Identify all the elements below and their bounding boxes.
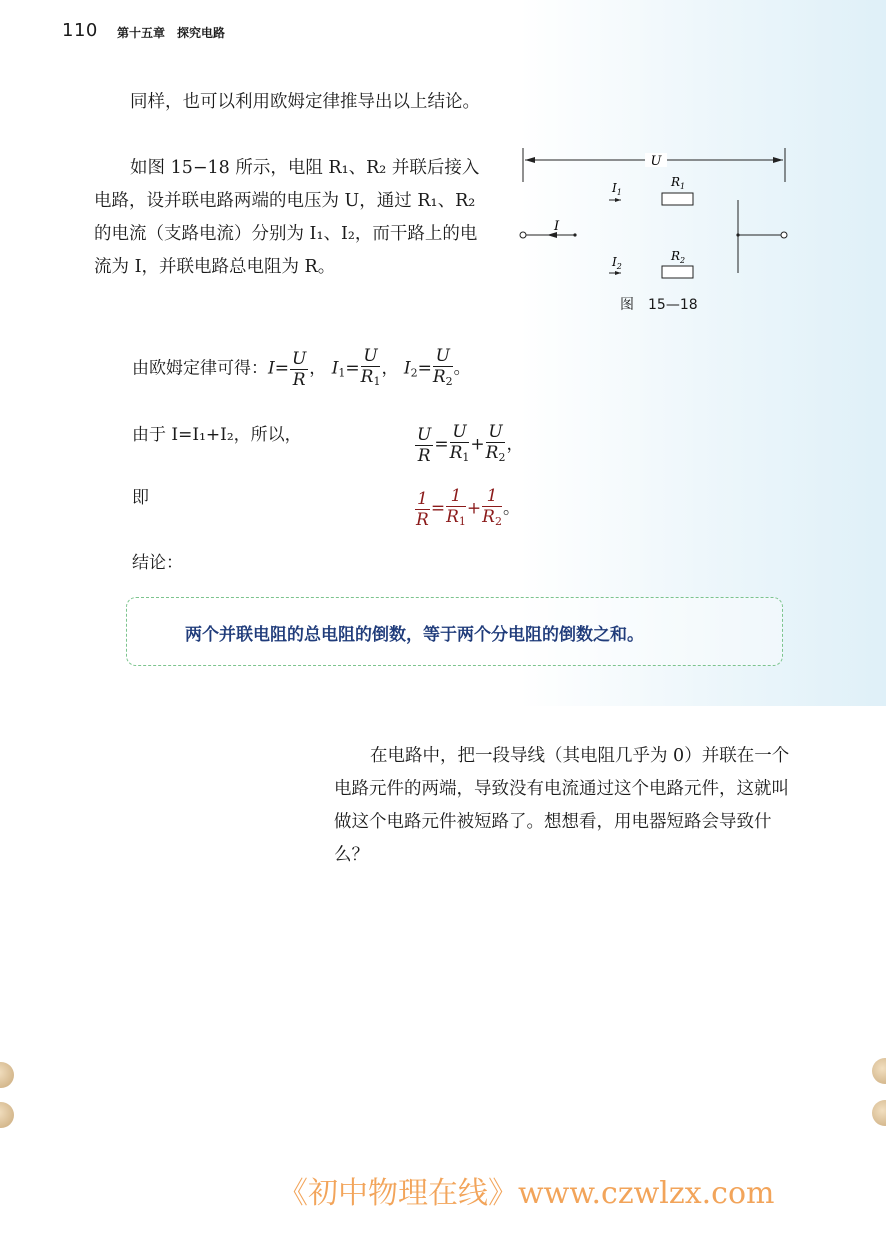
paragraph-3-text: 在电路中，把一段导线（其电阻几乎为 0）并联在一个电路元件的两端，导致没有电流通过这个电路元件，这就叫做这个电路元件被短路了。想想看，用电器短路会导致什么？ (334, 746, 790, 865)
label-R2: $R_2$ (671, 249, 686, 265)
equation-sum: $\frac{U}{R}$ = $\frac{U}{R_1}$ + $\frac{U}{R_2}$ ， (417, 422, 524, 466)
chapter-title: 第十五章 探究电路 (117, 26, 226, 40)
equation-reciprocal: $\frac{1}{R}$ = $\frac{1}{R_1}$ + $\frac{1}{R_2}$ 。 (416, 486, 520, 530)
page-edge-decoration (0, 1062, 14, 1088)
paragraph-2-text: 如图 15−18 所示，电阻 R₁、R₂ 并联后接入电路，设并联电路两端的电压为 U，通过 R₁、R₂ 的电流（支路电流）分别为 I₁、I₂，而干路上的电流为 I，并联电路总电阻为 R。 (94, 158, 480, 277)
equation-ohm: 由欧姆定律可得：I= $\frac{U}{R}$ ， $I_1=$ $\frac{U}{R_1}$ ， $I_2=$ $\frac{U}{R_2}$ 。 (132, 346, 471, 390)
paragraph-2 (94, 152, 494, 284)
paragraph-1 (94, 86, 494, 119)
label-I1: $I_1$ (612, 181, 622, 197)
page-edge-decoration (0, 1102, 14, 1128)
page-edge-decoration (872, 1058, 886, 1084)
page-edge-decoration (872, 1100, 886, 1126)
paragraph-1-text: 同样，也可以利用欧姆定律推导出以上结论。 (130, 92, 480, 112)
conclusion-label: 结论： (132, 553, 183, 573)
label-I2: $I_2$ (612, 255, 622, 271)
watermark: 《初中物理在线》www.czwlzx.com (278, 1176, 775, 1211)
label-R1: $R_1$ (671, 175, 686, 191)
figure-caption: 图 15—18 (620, 297, 698, 313)
circuit-diagram (505, 140, 805, 290)
page-header (62, 20, 226, 41)
label-U: U (650, 154, 662, 169)
page-number: 110 (62, 20, 98, 41)
resistor-R1 (662, 193, 693, 205)
equation-sum-prefix: 由于 I=I₁+I₂，所以， (132, 425, 302, 445)
equation-reciprocal-prefix: 即 (132, 488, 149, 508)
paragraph-3 (334, 740, 794, 872)
resistor-R2 (662, 266, 693, 278)
label-I: I (554, 219, 560, 234)
conclusion-text: 两个并联电阻的总电阻的倒数，等于两个分电阻的倒数之和。 (185, 625, 644, 645)
